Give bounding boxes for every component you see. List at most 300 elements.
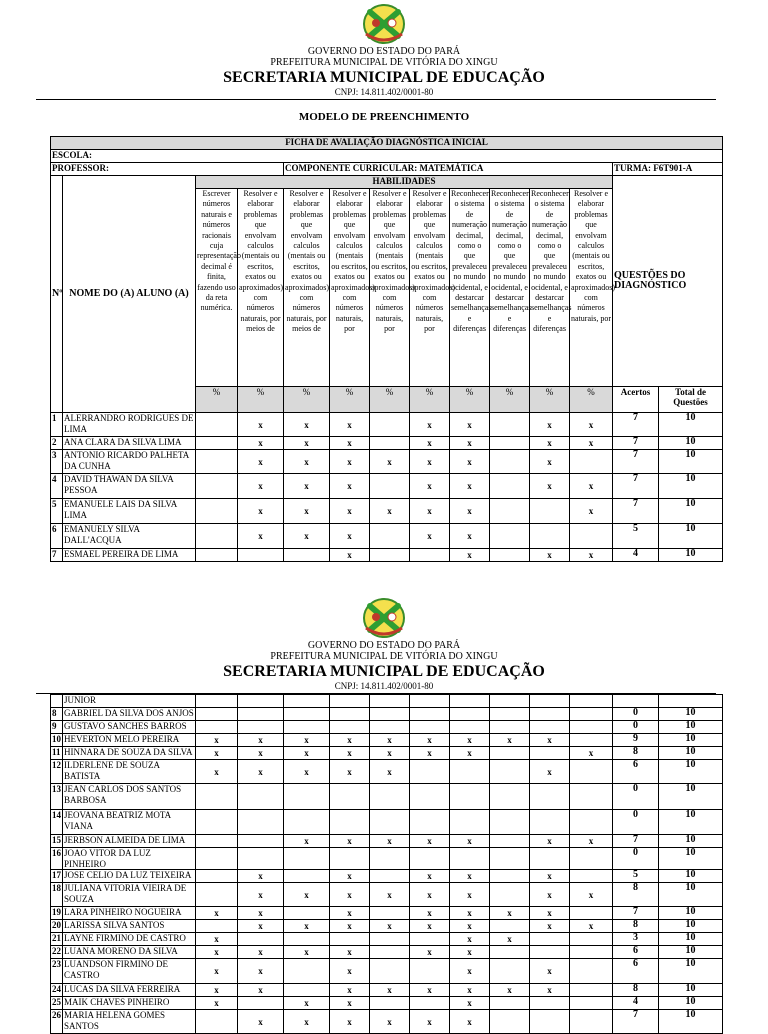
skill-mark <box>196 450 238 474</box>
total-value: 10 <box>659 413 723 437</box>
prefeitura-line: PREFEITURA MUNICIPAL DE VITÓRIA DO XINGU <box>270 651 498 662</box>
skill-mark: x <box>530 474 570 499</box>
skill-mark: x <box>238 747 284 760</box>
table-row <box>51 708 723 721</box>
skill-mark <box>410 760 450 784</box>
skill-mark <box>530 708 570 721</box>
skill-mark: x <box>284 499 330 524</box>
student-number: 10 <box>51 734 63 747</box>
skill-mark <box>370 721 410 734</box>
skill-mark <box>490 450 530 474</box>
student-name: DAVID THAWAN DA SILVA PESSOA <box>63 474 196 499</box>
skill-mark <box>490 810 530 835</box>
total-value: 10 <box>659 810 723 835</box>
skill-mark <box>490 959 530 984</box>
skill-mark <box>370 907 410 920</box>
skill-mark: x <box>530 835 570 848</box>
acertos-value: 7 <box>613 499 659 524</box>
skill-mark: x <box>370 760 410 784</box>
student-number: 20 <box>51 920 63 933</box>
skill-mark <box>530 524 570 549</box>
skill-mark <box>284 708 330 721</box>
skill-mark: x <box>450 933 490 946</box>
skill-mark <box>450 708 490 721</box>
total-value: 10 <box>659 734 723 747</box>
skill-mark <box>284 695 330 708</box>
acertos-value: 7 <box>613 835 659 848</box>
skill-mark: x <box>330 1010 370 1034</box>
skill-mark <box>238 810 284 835</box>
total-value: 10 <box>659 450 723 474</box>
skill-mark: x <box>330 437 370 450</box>
student-number: 18 <box>51 883 63 907</box>
skill-mark <box>370 997 410 1010</box>
skill-header-2: Resolver e elaborar problemas que envolvam calculos (mentais ou escritos, exatos ou aproximados) com números naturais, por meios de <box>238 189 284 387</box>
skill-mark <box>330 784 370 810</box>
skill-mark <box>238 933 284 946</box>
skill-mark <box>490 784 530 810</box>
skill-mark <box>196 695 238 708</box>
skill-mark <box>570 810 613 835</box>
skill-mark: x <box>570 499 613 524</box>
skill-mark <box>490 920 530 933</box>
acertos-value: 7 <box>613 907 659 920</box>
skill-mark <box>370 437 410 450</box>
skill-mark <box>238 848 284 870</box>
skill-mark: x <box>330 870 370 883</box>
student-name: JOSE CELIO DA LUZ TEIXEIRA <box>63 870 196 883</box>
acertos-value: 0 <box>613 721 659 734</box>
skill-mark: x <box>530 870 570 883</box>
skill-mark: x <box>284 1010 330 1034</box>
table-row <box>51 883 723 907</box>
acertos-value: 0 <box>613 784 659 810</box>
skill-mark <box>490 499 530 524</box>
skill-mark: x <box>410 524 450 549</box>
skill-mark <box>238 549 284 562</box>
skill-mark <box>450 810 490 835</box>
skill-mark <box>410 708 450 721</box>
skill-mark <box>530 499 570 524</box>
skill-mark: x <box>238 524 284 549</box>
skill-mark: x <box>284 883 330 907</box>
skill-mark: x <box>450 437 490 450</box>
skill-mark: x <box>410 835 450 848</box>
skill-mark <box>490 760 530 784</box>
skill-mark: x <box>196 959 238 984</box>
ficha-title: FICHA DE AVALIAÇÃO DIAGNÓSTICA INICIAL <box>51 137 723 150</box>
table-row <box>51 946 723 959</box>
percent-cell: % <box>410 387 450 413</box>
student-name: HINNARA DE SOUZA DA SILVA <box>63 747 196 760</box>
student-name: GUSTAVO SANCHES BARROS <box>63 721 196 734</box>
table-row <box>51 810 723 835</box>
skill-mark <box>530 946 570 959</box>
col-name-header: NOME DO (A) ALUNO (A) <box>63 176 196 413</box>
skill-mark <box>196 1010 238 1034</box>
table-row <box>51 920 723 933</box>
total-value: 10 <box>659 784 723 810</box>
skill-mark: x <box>238 959 284 984</box>
student-number: 14 <box>51 810 63 835</box>
skill-mark: x <box>284 920 330 933</box>
student-name: ANTONIO RICARDO PALHETA DA CUNHA <box>63 450 196 474</box>
student-name: LARA PINHEIRO NOGUEIRA <box>63 907 196 920</box>
skill-mark: x <box>450 997 490 1010</box>
table-row <box>51 437 723 450</box>
student-number: 25 <box>51 997 63 1010</box>
skill-mark <box>196 499 238 524</box>
skill-mark <box>284 549 330 562</box>
skill-mark: x <box>196 984 238 997</box>
percent-cell: % <box>490 387 530 413</box>
skill-mark <box>410 933 450 946</box>
skill-mark <box>370 870 410 883</box>
skill-mark <box>410 695 450 708</box>
skill-mark <box>570 695 613 708</box>
skill-mark <box>570 907 613 920</box>
skill-mark: x <box>530 760 570 784</box>
table-row <box>51 1010 723 1034</box>
table-row <box>51 474 723 499</box>
total-value: 10 <box>659 437 723 450</box>
skill-mark: x <box>370 920 410 933</box>
skill-mark: x <box>238 1010 284 1034</box>
skill-mark <box>490 747 530 760</box>
student-number: 3 <box>51 450 63 474</box>
student-number: 4 <box>51 474 63 499</box>
skill-mark <box>450 695 490 708</box>
skill-header-6: Resolver e elaborar problemas que envolvam calculos (mentais ou escritos, exatos ou aproximados) com números naturais, por <box>410 189 450 387</box>
skill-mark: x <box>196 734 238 747</box>
total-value: 10 <box>659 474 723 499</box>
skill-mark <box>490 883 530 907</box>
student-name: ESMAEL PEREIRA DE LIMA <box>63 549 196 562</box>
table-row <box>51 784 723 810</box>
skill-mark <box>196 708 238 721</box>
student-name: ALERRANDRO RODRIGUES DE LIMA <box>63 413 196 437</box>
skill-mark <box>570 450 613 474</box>
skill-mark: x <box>238 883 284 907</box>
student-number <box>51 695 63 708</box>
student-number: 9 <box>51 721 63 734</box>
skill-mark: x <box>410 747 450 760</box>
total-value: 10 <box>659 907 723 920</box>
skill-mark <box>370 708 410 721</box>
skill-mark: x <box>410 734 450 747</box>
skill-mark <box>530 747 570 760</box>
skill-header-8: Reconhecer o sistema de numeração decimal, como o que prevaleceu no mundo ocidental, e destarcar semelhanças e diferenças <box>490 189 530 387</box>
skill-mark: x <box>330 524 370 549</box>
table-row <box>51 747 723 760</box>
skill-mark <box>284 721 330 734</box>
skill-mark <box>370 848 410 870</box>
skill-mark <box>196 437 238 450</box>
skill-mark: x <box>284 835 330 848</box>
skill-mark <box>570 760 613 784</box>
skill-mark <box>284 848 330 870</box>
total-value: 10 <box>659 524 723 549</box>
skill-mark <box>330 933 370 946</box>
acertos-value: 7 <box>613 1010 659 1034</box>
skill-mark <box>370 413 410 437</box>
skill-mark: x <box>450 734 490 747</box>
skill-mark: x <box>490 734 530 747</box>
student-name: JEAN CARLOS DOS SANTOS BARBOSA <box>63 784 196 810</box>
skill-mark: x <box>238 474 284 499</box>
skill-mark: x <box>410 499 450 524</box>
skill-mark: x <box>450 474 490 499</box>
skill-mark <box>284 959 330 984</box>
skill-mark: x <box>450 883 490 907</box>
skill-mark: x <box>330 946 370 959</box>
table-row <box>51 984 723 997</box>
questoes-header: QUESTÕES DO DIAGNÓSTICO <box>613 176 723 387</box>
student-name: JULIANA VITORIA VIEIRA DE SOUZA <box>63 883 196 907</box>
student-name: JEOVANA BEATRIZ MOTA VIANA <box>63 810 196 835</box>
student-name: LARISSA SILVA SANTOS <box>63 920 196 933</box>
skill-mark: x <box>450 549 490 562</box>
student-name: ANA CLARA DA SILVA LIMA <box>63 437 196 450</box>
table-row <box>51 549 723 562</box>
skill-mark <box>330 810 370 835</box>
skill-mark <box>490 997 530 1010</box>
student-name: JUNIOR <box>63 695 196 708</box>
skill-mark <box>238 721 284 734</box>
skill-header-1: Escrever números naturais e números racionais cuja representação decimal é finita, fazendo uso da reta numérica. <box>196 189 238 387</box>
acertos-value: 8 <box>613 747 659 760</box>
percent-cell: % <box>330 387 370 413</box>
skill-mark <box>490 474 530 499</box>
skill-mark <box>410 810 450 835</box>
percent-cell: % <box>530 387 570 413</box>
skill-mark: x <box>284 413 330 437</box>
acertos-value: 6 <box>613 760 659 784</box>
skill-mark <box>530 810 570 835</box>
skill-mark: x <box>450 907 490 920</box>
skill-mark <box>570 946 613 959</box>
skill-mark <box>530 933 570 946</box>
total-value: 10 <box>659 760 723 784</box>
turma-field: TURMA: F6T901-A <box>613 163 723 176</box>
skill-mark <box>238 997 284 1010</box>
skill-mark: x <box>196 997 238 1010</box>
skill-mark <box>530 848 570 870</box>
skill-mark <box>490 708 530 721</box>
acertos-value: 9 <box>613 734 659 747</box>
skill-mark: x <box>410 907 450 920</box>
student-name: LUANDSON FIRMINO DE CASTRO <box>63 959 196 984</box>
skill-mark <box>450 848 490 870</box>
skill-mark <box>490 549 530 562</box>
skill-mark: x <box>370 835 410 848</box>
municipal-seal-logo <box>352 596 416 640</box>
skill-mark <box>370 959 410 984</box>
table-row <box>51 870 723 883</box>
skill-mark: x <box>450 499 490 524</box>
skill-mark: x <box>450 870 490 883</box>
student-name: LAYNE FIRMINO DE CASTRO <box>63 933 196 946</box>
skill-mark <box>570 524 613 549</box>
skill-mark: x <box>284 946 330 959</box>
student-number: 15 <box>51 835 63 848</box>
acertos-value: 5 <box>613 524 659 549</box>
skill-mark: x <box>410 883 450 907</box>
skill-mark: x <box>370 883 410 907</box>
skill-mark <box>410 549 450 562</box>
skill-mark <box>410 784 450 810</box>
student-number: 11 <box>51 747 63 760</box>
skill-mark <box>196 784 238 810</box>
student-number: 19 <box>51 907 63 920</box>
acertos-value: 7 <box>613 450 659 474</box>
table-row <box>51 997 723 1010</box>
skill-mark <box>530 997 570 1010</box>
skill-header-4: Resolver e elaborar problemas que envolvam calculos (mentais ou escritos, exatos ou aproximados) com números naturais, por <box>330 189 370 387</box>
skill-mark: x <box>530 959 570 984</box>
skill-mark <box>410 721 450 734</box>
acertos-value: 8 <box>613 920 659 933</box>
total-value: 10 <box>659 997 723 1010</box>
skill-mark <box>570 784 613 810</box>
skill-mark <box>570 1010 613 1034</box>
skill-mark <box>196 474 238 499</box>
skill-mark <box>530 721 570 734</box>
skill-mark <box>410 959 450 984</box>
skill-mark: x <box>370 984 410 997</box>
total-value: 10 <box>659 870 723 883</box>
skill-mark: x <box>330 747 370 760</box>
skill-mark <box>490 946 530 959</box>
total-value: 10 <box>659 959 723 984</box>
skill-mark: x <box>196 946 238 959</box>
percent-cell: % <box>370 387 410 413</box>
skill-mark <box>490 870 530 883</box>
skill-mark: x <box>330 499 370 524</box>
skill-mark <box>196 549 238 562</box>
skill-mark <box>238 708 284 721</box>
skill-mark <box>370 695 410 708</box>
acertos-value: 0 <box>613 848 659 870</box>
skill-mark: x <box>238 946 284 959</box>
skill-mark <box>370 933 410 946</box>
skill-mark <box>570 933 613 946</box>
skill-mark: x <box>370 734 410 747</box>
skill-mark: x <box>570 920 613 933</box>
skill-mark <box>330 848 370 870</box>
skill-mark: x <box>238 450 284 474</box>
skill-mark: x <box>284 524 330 549</box>
skill-mark: x <box>330 883 370 907</box>
skill-mark: x <box>530 907 570 920</box>
table-row <box>51 907 723 920</box>
skill-mark <box>490 695 530 708</box>
skill-mark: x <box>330 734 370 747</box>
skill-mark <box>570 870 613 883</box>
skill-mark: x <box>330 760 370 784</box>
skill-mark <box>490 848 530 870</box>
total-value: 10 <box>659 883 723 907</box>
total-value: 10 <box>659 549 723 562</box>
skill-mark: x <box>330 907 370 920</box>
skill-mark <box>196 835 238 848</box>
skill-mark: x <box>410 984 450 997</box>
skill-mark: x <box>284 760 330 784</box>
skill-mark: x <box>330 450 370 474</box>
gov-line: GOVERNO DO ESTADO DO PARÁ <box>307 46 461 57</box>
skill-mark: x <box>410 450 450 474</box>
total-value: 10 <box>659 835 723 848</box>
skill-mark: x <box>530 437 570 450</box>
skill-mark <box>196 810 238 835</box>
acertos-value: 8 <box>613 984 659 997</box>
skill-mark: x <box>530 883 570 907</box>
skill-mark <box>530 784 570 810</box>
student-number: 1 <box>51 413 63 437</box>
skill-mark <box>196 883 238 907</box>
evaluation-table-continued <box>50 694 723 1034</box>
student-number: 6 <box>51 524 63 549</box>
total-value <box>659 695 723 708</box>
skill-mark: x <box>238 499 284 524</box>
skill-mark: x <box>450 920 490 933</box>
table-row <box>51 760 723 784</box>
skill-mark: x <box>530 920 570 933</box>
table-row <box>51 721 723 734</box>
table-row <box>51 734 723 747</box>
acertos-header: Acertos <box>613 387 659 413</box>
skill-mark: x <box>284 474 330 499</box>
skill-mark: x <box>530 734 570 747</box>
skill-mark <box>570 959 613 984</box>
total-value: 10 <box>659 499 723 524</box>
skill-mark: x <box>530 549 570 562</box>
table-row <box>51 524 723 549</box>
student-name: JOAO VITOR DA LUZ PINHEIRO <box>63 848 196 870</box>
skill-mark: x <box>450 747 490 760</box>
student-number: 13 <box>51 784 63 810</box>
skill-mark: x <box>450 1010 490 1034</box>
skill-mark <box>490 524 530 549</box>
skill-mark <box>370 474 410 499</box>
col-number-header: Nº <box>51 176 63 413</box>
percent-cell: % <box>196 387 238 413</box>
skill-mark <box>370 549 410 562</box>
skill-mark: x <box>284 734 330 747</box>
skill-mark: x <box>238 413 284 437</box>
table-row <box>51 933 723 946</box>
skill-mark <box>370 784 410 810</box>
skill-mark <box>238 695 284 708</box>
total-value: 10 <box>659 920 723 933</box>
prefeitura-line: PREFEITURA MUNICIPAL DE VITÓRIA DO XINGU <box>270 57 498 68</box>
student-number: 21 <box>51 933 63 946</box>
acertos-value: 0 <box>613 708 659 721</box>
student-name: LUCAS DA SILVA FERREIRA <box>63 984 196 997</box>
total-value: 10 <box>659 1010 723 1034</box>
student-name: HEVERTON MELO PEREIRA <box>63 734 196 747</box>
skill-mark <box>570 734 613 747</box>
skill-mark: x <box>490 984 530 997</box>
skill-mark: x <box>330 413 370 437</box>
table-row <box>51 450 723 474</box>
skill-mark: x <box>238 984 284 997</box>
student-number: 2 <box>51 437 63 450</box>
modelo-title: MODELO DE PREENCHIMENTO <box>298 111 470 123</box>
skill-mark: x <box>410 413 450 437</box>
skill-mark: x <box>490 907 530 920</box>
table-row <box>51 499 723 524</box>
